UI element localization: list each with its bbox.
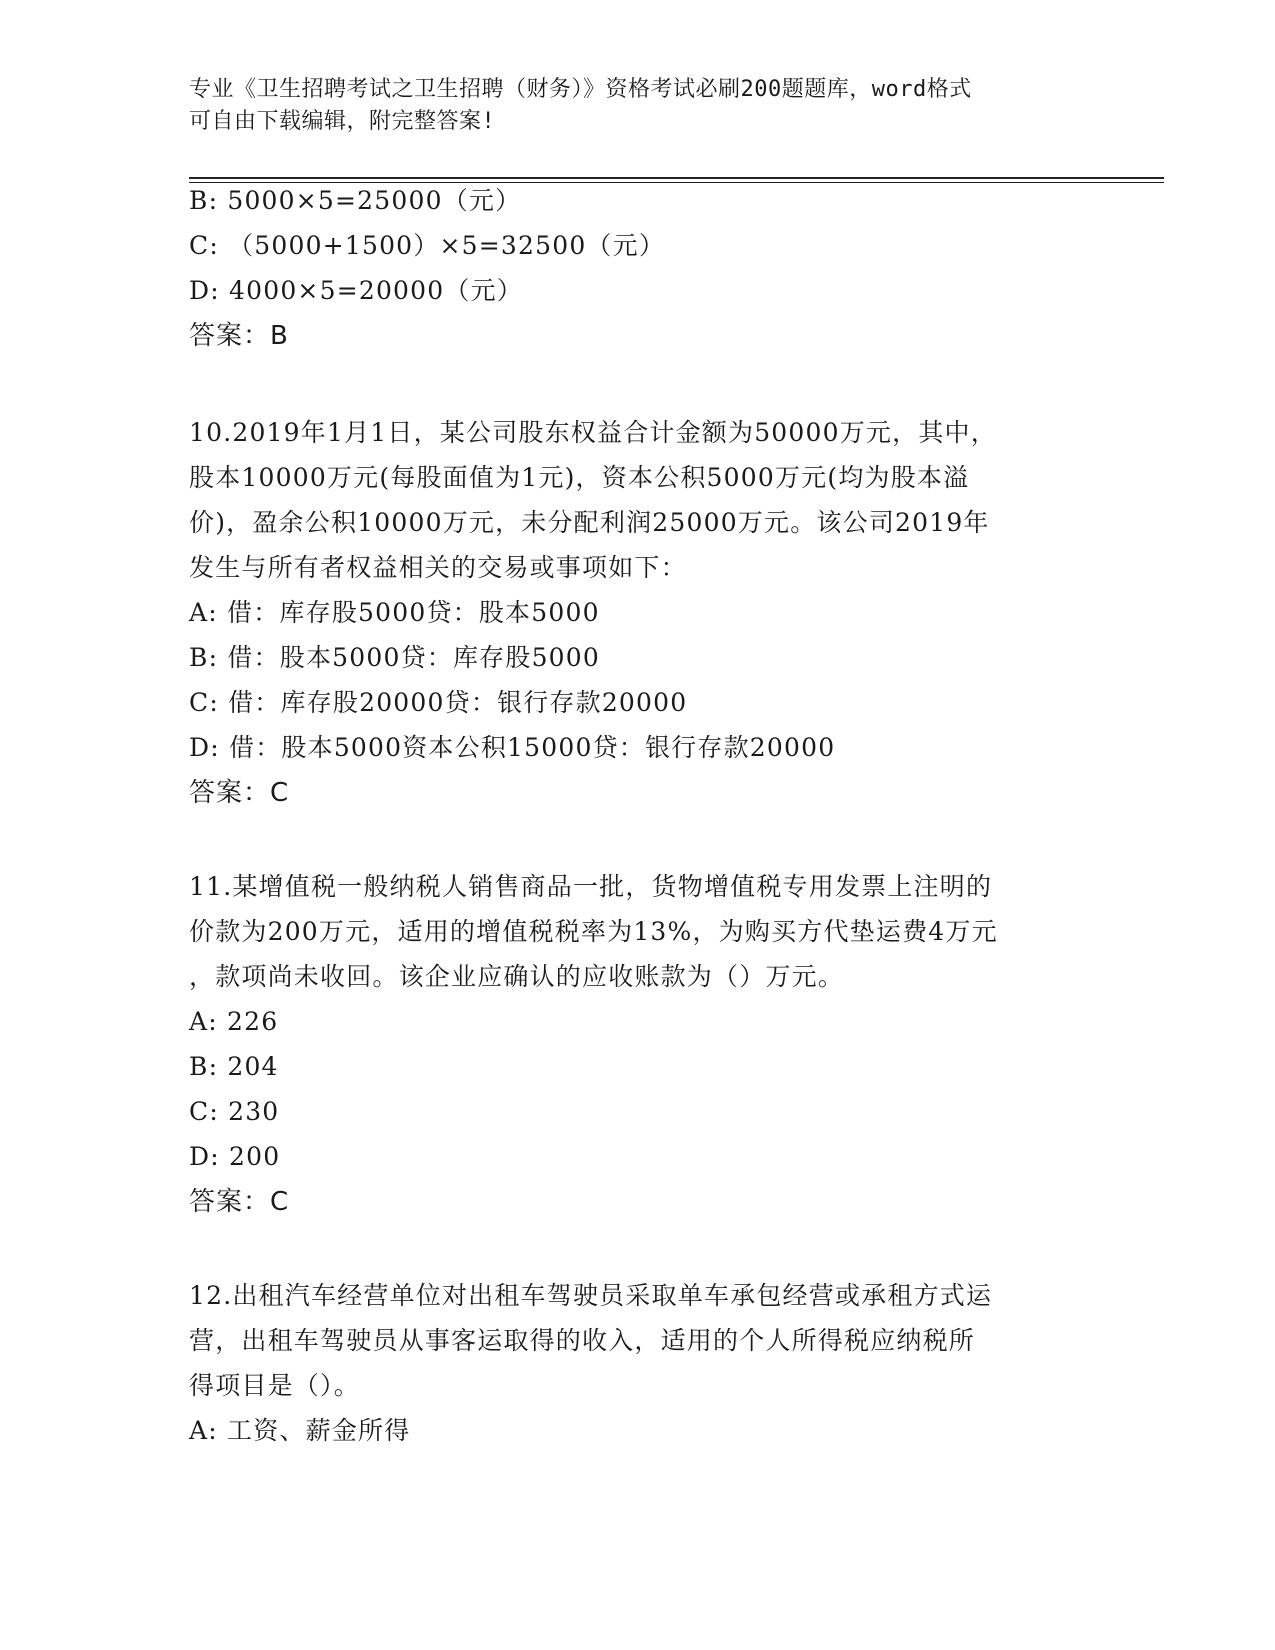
header-divider-thin <box>189 182 1164 183</box>
q11-answer: 答案：C <box>189 1187 290 1217</box>
q9-option-d: D: 4000×5=20000（元） <box>189 276 523 305</box>
q10-stem-line-3: 价)，盈余公积10000万元，未分配利润25000万元。该公司2019年 <box>189 508 990 537</box>
q12-stem-line-1: 12.出租汽车经营单位对出租车驾驶员采取单车承包经营或承租方式运 <box>189 1281 993 1310</box>
q10-answer: 答案：C <box>189 778 290 808</box>
q9-answer: 答案：B <box>189 321 289 351</box>
q9-option-b: B: 5000×5=25000（元） <box>189 186 522 215</box>
q11-stem-line-1: 11.某增值税一般纳税人销售商品一批，货物增值税专用发票上注明的 <box>189 872 993 901</box>
q11-option-d: D: 200 <box>189 1142 281 1171</box>
q12-option-a: A: 工资、薪金所得 <box>189 1416 411 1445</box>
q11-stem-line-3: ，款项尚未收回。该企业应确认的应收账款为（）万元。 <box>189 962 845 991</box>
q10-option-a: A: 借：库存股5000贷：股本5000 <box>189 598 600 627</box>
q9-option-c: C: （5000+1500）×5=32500（元） <box>189 231 666 260</box>
header-divider-thick <box>189 177 1164 179</box>
q10-stem-line-1: 10.2019年1月1日，某公司股东权益合计金额为50000万元，其中， <box>189 418 997 447</box>
q11-option-b: B: 204 <box>189 1052 279 1081</box>
q11-option-c: C: 230 <box>189 1097 280 1126</box>
q11-stem-line-2: 价款为200万元，适用的增值税税率为13%，为购买方代垫运费4万元 <box>189 917 998 946</box>
q10-stem-line-4: 发生与所有者权益相关的交易或事项如下： <box>189 553 687 582</box>
q10-option-b: B: 借：股本5000贷：库存股5000 <box>189 643 600 672</box>
q12-stem-line-3: 得项目是（）。 <box>189 1371 360 1400</box>
header-line-1: 专业《卫生招聘考试之卫生招聘（财务）》资格考试必刷200题题库，word格式 <box>189 77 972 102</box>
header-line-2: 可自由下载编辑，附完整答案! <box>189 109 496 134</box>
q11-option-a: A: 226 <box>189 1007 279 1036</box>
q10-option-d: D: 借：股本5000资本公积15000贷：银行存款20000 <box>189 733 836 762</box>
q12-stem-line-2: 营，出租车驾驶员从事客运取得的收入，适用的个人所得税应纳税所 <box>189 1326 976 1355</box>
q10-option-c: C: 借：库存股20000贷：银行存款20000 <box>189 688 688 717</box>
q10-stem-line-2: 股本10000万元(每股面值为1元)，资本公积5000万元(均为股本溢 <box>189 463 970 492</box>
document-header <box>189 74 1069 138</box>
